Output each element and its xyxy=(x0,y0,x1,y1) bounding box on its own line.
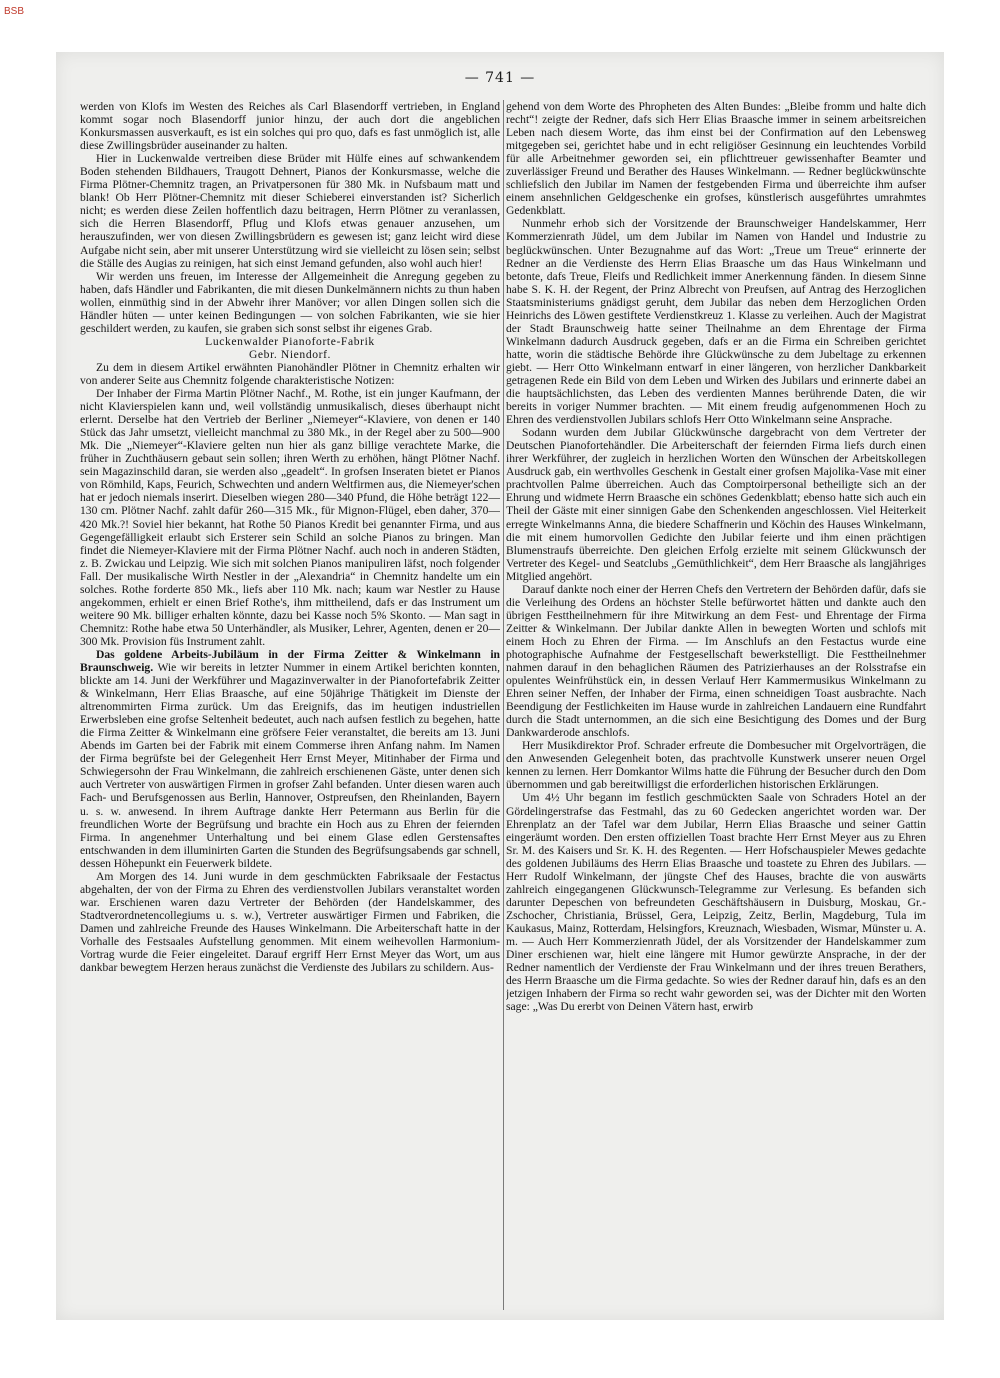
left-paragraph: Wir werden uns freuen, im Interesse der Allgemeinheit die Anregung gegeben zu haben, dafs Händler und Fabrikanten, die mit diesen Dunkelmännern nichts zu thun haben wollen, einmüthig sind in der Abwehr ihrer Manöver; vor allen Dingen sollen sich die Händler hüten — unter keinen Bedingungen — von solchen Fabrikanten, wie sie hier geschildert werden, zu kaufen, sie graben sich sonst selbst ihr eigenes Grab. xyxy=(80,269,500,335)
article-lead xyxy=(80,648,500,870)
right-paragraph: Herr Musikdirektor Prof. Schrader erfreute die Dombesucher mit Orgelvorträgen, die den Anwesenden Gelegenheit boten, das prachtvolle Kunstwerk unserer neuen Orgel kennen zu lernen. Herr Domkantor Wilms hatte die Führung der Besucher durch den Dom übernommen und gab bereitwilligst die erforderlichen historischen Erklärungen. xyxy=(506,739,926,792)
left-paragraph: Am Morgen des 14. Juni wurde in dem geschmückten Fabriksaale der Festactus abgehalten, der von der Firma zu Ehren des verdienstvollen Jubilars veranstaltet worden war. Erschienen waren dazu Vertreter der Behörden (der Handelskammer, des Stadtverordnetencollegiums u. s. w.), Vertreter auswärtiger Firmen und Fabriken, die Damen und zahlreiche Freunde des Hauses Winkelmann. Die Arbeiterschaft hatte in der Vorhalle des Festsaales Aufstellung genommen. Mit einem weihevollen Harmonium-Vortrag wurde die Feier eingeleitet. Darauf ergriff Herr Ernst Meyer das Wort, um aus dankbar bewegtem Herzen heraus zunächst die Verdienste des Jubilars zu schildern. Aus- xyxy=(80,869,500,975)
signature-line: Luckenwalder Pianoforte-Fabrik xyxy=(205,334,375,348)
left-paragraph: werden von Klofs im Westen des Reiches als Carl Blasendorff vertrieben, in England kommt sogar noch Blasendorff junior hinzu, der auch dort die angeblichen Konkursmassen ausverkauft, es ist ein solches qui pro quo, dafs es fast unmöglich ist, alle diese Zwillingsbrüder auseinander zu halten. xyxy=(80,100,500,153)
right-column xyxy=(506,100,926,1314)
right-paragraph: Darauf dankte noch einer der Herren Chefs den Vertretern der Behörden dafür, dafs sie die Verleihung des Ordens an höchster Stelle befürwortet hätten und dankte auch den übrigen Festtheilnehmern für ihre Mitwirkung an dem Fest- und Ehrentage der Firma Zeitter & Winkelmann. Der Jubilar dankte Allen in bewegten Worten und schlofs mit einem Hoch zu Ehren der Firma. — Im Anschlufs an den Festactus wurde eine photographische Aufnahme der Festgesellschaft bewerkstelligt. Die Festtheilnehmer nahmen darauf in den behaglichen Räumen des Patrizierhauses an der Rolsstrafse ein opulentes Weinfrühstück ein, in dessen Verlauf Herr Kammermusikus Winkelmann zu Ehren seiner Neffen, der Inhaber der Firma, einen schneidigen Toast ausbrachte. Nach Beendigung der Festlichkeiten im Hause wurde in zahlreichen Landauern eine Rundfahrt durch die Stadt unternommen, an die sich eine Besichtigung des Domes und der Burg Dankwarderode anschlofs. xyxy=(506,582,926,740)
left-paragraph: Zu dem in diesem Artikel erwähnten Pianohändler Plötner in Chemnitz erhalten wir von anderer Seite aus Chemnitz folgende charakteristische Notizen: xyxy=(80,360,500,387)
article-headline: Das goldene Arbeits-Jubiläum in der Firma Zeitter & Winkelmann in Braunschweig. xyxy=(80,647,500,675)
right-paragraph: gehend von dem Worte des Phropheten des Alten Bundes: „Bleibe fromm und halte dich recht“! zeigte der Redner, dafs sich Herr Elias Braasche immer in seinem arbeitsreichen Leben nach diesem Worte, das ihm einst bei der Confirmation auf den Lebensweg mitgegeben sei, gerichtet habe und in echt religiöser Gesinnung ein leuchtendes Vorbild für alle Arbeitnehmer geworden sei, ein pflichttreuer gewissenhafter Beamter und zuverlässiger Freund und Berather des Hauses Winkelmann. — Redner beglückwünschte schliefslich den Jubilar im Namen der festgebenden Firma und überreichte ihm aufser einem ansehnlichen Geldgeschenke ein grofses, künstlerisch ausgeführtes umrahmtes Gedenkblatt. xyxy=(506,100,926,218)
left-paragraph: Der Inhaber der Firma Martin Plötner Nachf., M. Rothe, ist ein junger Kaufmann, der nicht Klavierspielen kann und, weil vollständig unmusikalisch, dieses überhaupt nicht erlernt. Derselbe hat den Vertrieb der Berliner „Niemeyer“-Klaviere, von denen er 140 Stück das Jahr umsetzt, vielleicht manchmal zu 380 Mk., in der Regel aber zu 500—900 Mk. Die „Niemeyer“-Klaviere gelten nun hier als ganz billige verachtete Marke, die früher in Zuchthäusern gebaut sein sollen; ihren Werth zu erhöhen, hängt Plötner Nachf. sein Magazinschild daran, sie werden also „geadelt“. In grofsen Inseraten bietet er Pianos von Römhild, Kaps, Feurich, Schwechten und andern Weltfirmen aus, die Niemeyer'schen hat er jedoch niemals inserirt. Dieselben wiegen 280—340 Pfund, die Höhe beträgt 122—130 cm. Plötner Nachf. zahlt dafür 260—315 Mk., für Mignon-Flügel, eben daher, 370—420 Mk.?! Soviel hier bekannt, hat Rothe 50 Pianos Kredit bei genannter Firma, und aus Gegengefälligkeit erlaubt sich Ersterer sein Schild an solche Pianos zu bringen. Man findet die Niemeyer-Klaviere mit der Firma Plötner Nachf. auch noch in anderen Städten, z. B. Zwickau und Leipzig. Wie sich mit solchen Pianos manipuliren läfst, noch folgender Fall. Der musikalische Wirth Nestler in der „Alexandria“ in Chemnitz handelte um ein solches. Rothe forderte 850 Mk., liefs aber 110 Mk. nach; kaum war Nestler zu Hause angekommen, erhielt er einen Brief Rothe's, ihm mittheilend, dafs er das Instrument um weitere 90 Mk. billiger erhalten könnte, dazu bei Kasse noch 5% Skonto. — Man sagt in Chemnitz: Rothe habe etwa 50 Unterhändler, als Musiker, Lehrer, Agenten, denen er 20—300 Mk. Provision füs Instrument zahlt. xyxy=(80,387,500,648)
page-number: — 741 — xyxy=(464,70,536,86)
scanned-page xyxy=(56,52,944,1320)
article-lead-text: Wie wir bereits in letzter Nummer in einem Artikel berichten konnten, blickte am 14. Juni der Werkführer und Magazinverwalter in der Pianofortefabrik Zeitter & Winkelmann, Herr Elias Braasche, auf eine 50jährige Thätigkeit im Dienste der altrenommirten Firma zurück. Um das Ereignifs, das im heutigen industriellen Erwerbsleben eine grofse Seltenheit bedeutet, auch nach aufsen festlich zu begehen, hatte die Firma Zeitter & Winkelmann eine gröfsere Feier veranstaltet, die bereits am 13. Juni Abends im Garten bei der Fabrik mit einem Commerse ihren Anfang nahm. Im Namen der Firma begrüfste bei der Gelegenheit Herr Ernst Meyer, Mitinhaber der Firma und Schwiegersohn der Frau Winkelmann, die zahlreich erschienenen Gäste, unter denen sich auch Vertreter von auswärtigen Firmen in grofser Zahl befanden. Unter diesen waren auch Fach- und Berufsgenossen aus Berlin, Hannover, Ostpreufsen, den Rheinlanden, Bayern u. s. w. anwesend. In ihrem Auftrage dankte Herr Petermann aus Berlin für die freundlichen Worte der Begrüfsung und brachte ein Hoch aus zu Ehren der feiernden Firma. In angenehmer Unterhaltung und bei einem Glase edlen Gerstensaftes entschwanden in dem illuminirten Garten die Stunden des Begrüfsungsabends gar schnell, dessen Höhepunkt ein Feuerwerk bildete. xyxy=(80,661,500,870)
right-paragraph: Sodann wurden dem Jubilar Glückwünsche dargebracht von dem Vertreter der Deutschen Pianofortehändler. Die Arbeiterschaft der feiernden Firma liefs durch einen ihrer Werkführer, der zugleich in herzlichen Worten den Wünschen der Arbeitskollegen Ausdruck gab, ein werthvolles Geschenk in Gestalt einer grofsen Majolika-Vase mit einer prachtvollen Palme überreichen. Auch das Comptoirpersonal betheiligte sich an der Ehrung und widmete Herrn Braasche ein schönes Gedenkblatt; ebenso hatte sich auch ein Theil der Gäste mit einer sinnigen Gabe den Schenkenden angeschlossen. Viel Heiterkeit erregte Winkelmanns Anna, die biedere Schaffnerin und Köchin des Hauses Winkelmann, die mit einem humorvollen Gedichte den Jubilar feierte und ihm einen prächtigen Blumenstraufs überreichte. Den gleichen Erfolg erzielte mit seinem Glückwunsch der Vertreter des Kegel- und Seatclubs „Gemüthlichkeit“, dem Herr Braasche als langjähriges Mitglied angehört. xyxy=(506,426,926,583)
signature-line: Gebr. Niendorf. xyxy=(248,347,332,361)
left-column xyxy=(80,100,500,1314)
right-paragraph: Nunmehr erhob sich der Vorsitzende der Braunschweiger Handelskammer, Herr Kommerzienrath Jüdel, um dem Jubilar im Namen von Handel und Industrie zu beglückwünschen. Unter Bezugnahme auf das Wort: „Treue um Treue“ erinnerte der Redner an die Verdienste des Herrn Elias Braasche um das Haus Winkelmann und betonte, dafs Treue, Fleifs und Redlichkeit immer Anerkennung fänden. In diesem Sinne habe S. K. H. der Regent, der Prinz Albrecht von Preufsen, auf Antrag des Herzoglichen Staatsministeriums gnädigst geruht, dem Jubilar das neben dem Herzoglichen Orden Heinrichs des Löwen gestiftete Verdienstkreuz 1. Klasse zu verleihen. Auch der Magistrat der Stadt Braunschweig hatte seiner Theilnahme an dem Ehrentage der Firma Winkelmann dadurch Ausdruck gegeben, dafs er an die Firma ein Schreiben gerichtet hatte, worin die städtische Behörde ihre Glückwünsche zu dem Jubeltage zu erkennen giebt. — Herr Otto Winkelmann entwarf in einer längeren, von herzlicher Dankbarkeit getragenen Rede ein Bild von dem Leben und Wirken des Jubilars und erinnerte dabei an die hauptsächlichsten, das Leben des verdienten Mannes berührende Daten, die wir bereits in voriger Nummer brachten. — Mit einem freudig aufgenommenen Hoch zu Ehren des verdienstvollen Jubilars schlofs Herr Otto Winkelmann seine Ansprache. xyxy=(506,217,926,427)
right-paragraph: Um 4½ Uhr begann im festlich geschmückten Saale von Schraders Hotel an der Gördelingerstrafse das Festmahl, das zu 60 Gedecken angerichtet worden war. Der Ehrenplatz an der Tafel war dem Jubilar, Herrn Elias Braasche und seiner Gattin eingeräumt worden. Den ersten offiziellen Toast brachte Herr Ernst Meyer aus zu Ehren Sr. M. des Kaisers und Sr. K. H. des Regenten. — Herr Hofschauspieler Mewes gedachte des goldenen Jubiläums des Herrn Elias Braasche und toastete zu Ehren des Jubilars. — Herr Rudolf Winkelmann, der jüngste Chef des Hauses, brachte die von auswärts zahlreich eingegangenen Glückwunsch-Telegramme zur Verlesung. Es befanden sich darunter Depeschen von befreundeten Geschäftshäusern in Duisburg, Moskau, Gr.-Zschocher, Christiania, Brüssel, Gera, Leipzig, Zeitz, Berlin, Magdeburg, Tula im Kaukasus, Mainz, Rotterdam, Helsingfors, Kreuznach, Wiesbaden, Wismar, Münster u. A. m. — Auch Herr Kommerzienrath Jüdel, der als Vorsitzender der Handelskammer zum Diner erschienen war, hielt eine längere mit Humor gewürzte Ansprache, in der der Redner namentlich der Verdienste der Frau Winkelmann und der ihres treuen Berathers, des Herrn Braasche um die Firma gedachte. So wies der Redner darauf hin, dafs es an den jetzigen Inhabern der Firma so recht wahr geworden sei, was der Dichter mit den Worten sage: „Was Du ererbt von Deinen Vätern hast, erwirb xyxy=(506,791,926,1014)
column-divider xyxy=(503,100,504,1310)
left-paragraph: Hier in Luckenwalde vertreiben diese Brüder mit Hülfe eines auf schwankendem Boden stehenden Bildhauers, Traugott Dehnert, Pianos der Konkursmasse, welche die Firma Plötner-Chemnitz tragen, an Privatpersonen für 380 Mk. in Nufsbaum matt und blank! Ob Herr Plötner-Chemnitz mit dieser Schieberei einverstanden ist? Sicherlich nicht; es werden diese Zeilen hoffentlich dazu beitragen, Herrn Plötner zu veranlassen, sich die Herren Blasendorff, Pflug und Klofs etwas genauer anzusehen, um herauszufinden, wer von diesen Zwillingsbrüdern es gewesen ist; ganz leicht wird diese Aufgabe nicht sein, aber mit unserer Unterstützung wird sie vielleicht zu lösen sein; selbst die Ställe des Augias zu reinigen, hat sich einst Jemand gefunden, also wohl auch hier! xyxy=(80,152,500,270)
library-watermark: BSB xyxy=(4,6,25,17)
